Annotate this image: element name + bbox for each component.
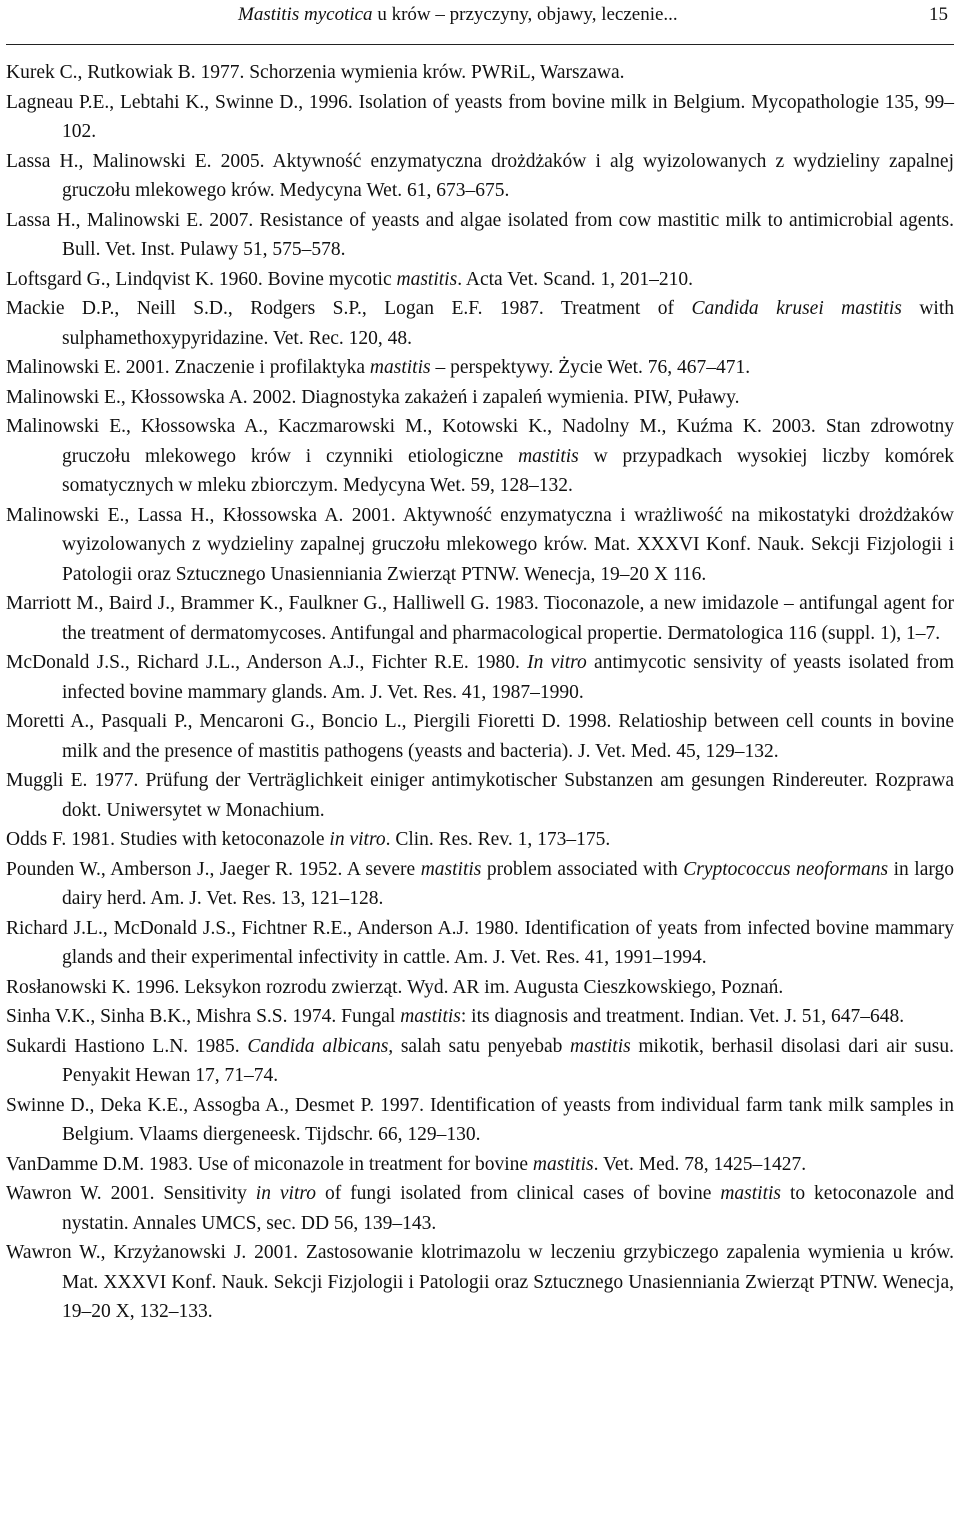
reference-text: Muggli E. 1977. Prüfung der Verträglichkeit einiger antimykotischer Substanzen am gesungen Rindereuter. Rozprawa dokt. Uniwersytet w Monachium.: [6, 770, 954, 821]
reference-text: Malinowski E., Kłossowska A., Kaczmarowski M., Kotowski K., Nadolny M., Kuźma K. 2003. Stan zdrowotny gruczołu mlekowego krów i czynniki etiologiczne: [6, 416, 954, 467]
reference-text: Mackie D.P., Neill S.D., Rodgers S.P., Logan E.F. 1987. Treatment of: [6, 298, 692, 319]
reference-list: [6, 58, 954, 1327]
reference-entry: [6, 855, 954, 914]
reference-text: VanDamme D.M. 1983. Use of miconazole in treatment for bovine: [6, 1153, 533, 1175]
running-title: [238, 1, 678, 29]
reference-italic-text: Cryptococcus neoformans: [683, 858, 889, 880]
reference-text: of fungi isolated from clinical cases of bovine: [316, 1183, 721, 1204]
reference-entry: [6, 265, 954, 295]
reference-text: . Vet. Med. 78, 1425–1427.: [593, 1153, 807, 1175]
reference-text: Lassa H., Malinowski E. 2007. Resistance of yeasts and algae isolated from cow mastitic milk to antimicrobial agents. Bull. Vet. Inst. Pulawy 51, 575–578.: [6, 209, 954, 260]
reference-italic-text: mastitis: [518, 445, 579, 467]
reference-text: Marriott M., Baird J., Brammer K., Faulkner G., Halliwell G. 1983. Tioconazole, a new imidazole – antifungal agent for the treatment of dermatomycoses. Antifungal and pharmacological propertie. Dermatologica 116 (suppl. 1), 1–7.: [6, 593, 954, 644]
reference-text: salah satu penyebab: [393, 1035, 571, 1057]
reference-text: : its diagnosis and treatment. Indian. Vet. J. 51, 647–648.: [460, 1006, 905, 1027]
running-header: [6, 0, 954, 45]
reference-entry: [6, 589, 954, 648]
reference-italic-text: mastitis: [720, 1183, 781, 1204]
reference-text: w przypadkach wysokiej liczby komórek somatycznych w mleku zbiorczym. Medycyna Wet. 59, 128–132.: [62, 445, 954, 496]
reference-entry: [6, 1179, 954, 1238]
reference-entry: [6, 501, 954, 590]
reference-entry: [6, 383, 954, 413]
reference-text: Moretti A., Pasquali P., Mencaroni G., Boncio L., Piergili Fioretti D. 1998. Relatioship between cell counts in bovine milk and the presence of mastitis pathogens (yeasts and bacteria). J. Vet. Med. 45, 129–132.: [6, 711, 954, 762]
reference-entry: [6, 1238, 954, 1327]
page-number: 15: [929, 4, 948, 25]
reference-text: in largo dairy herd. Am. J. Vet. Res. 13, 121–128.: [62, 858, 954, 909]
reference-text: Richard J.L., McDonald J.S., Fichtner R.E., Anderson A.J. 1980. Identification of yeats from infected bovine mammary glands and their experimental infectivity in cattle. Am. J. Vet. Res. 41, 1991–1994.: [6, 917, 954, 968]
reference-text: Lassa H., Malinowski E. 2005. Aktywność enzymatyczna drożdżaków i alg wyizolowanych z wydzieliny zapalnej gruczołu mlekowego krów. Medycyna Wet. 61, 673–675.: [6, 150, 954, 201]
reference-italic-text: In vitro: [527, 652, 587, 673]
reference-italic-text: mastitis: [400, 1006, 461, 1027]
reference-entry: [6, 648, 954, 707]
reference-text: Malinowski E., Kłossowska A. 2002. Diagnostyka zakażeń i zapaleń wymienia. PIW, Puławy.: [6, 386, 740, 408]
reference-entry: [6, 825, 954, 855]
reference-text: Malinowski E. 2001. Znaczenie i profilaktyka: [6, 357, 370, 378]
reference-text: . Clin. Res. Rev. 1, 173–175.: [385, 829, 611, 850]
reference-italic-text: mastitis: [369, 357, 431, 378]
reference-text: antimycotic sensivity of yeasts isolated from infected bovine mammary glands. Am. J. Vet. Res. 41, 1987–1990.: [62, 652, 954, 703]
reference-entry: [6, 353, 954, 383]
reference-text: Rosłanowski K. 1996. Leksykon rozrodu zwierząt. Wyd. AR im. Augusta Cieszkowskiego, Poznań.: [6, 976, 784, 998]
reference-entry: [6, 147, 954, 206]
reference-entry: [6, 88, 954, 147]
reference-text: Malinowski E., Lassa H., Kłossowska A. 2001. Aktywność enzymatyczna i wrażliwość na mikostatyki drożdżaków wyizolowanych z wydzieliny zapalnej gruczołu mlekowego krów. Mat. XXXVI Konf. Nauk. Sekcji Fizjologii i Patologii oraz Sztucznego Unasienniania Zwierząt PTNW. Wenecja, 19–20 X 116.: [6, 504, 954, 585]
reference-text: Wawron W., Krzyżanowski J. 2001. Zastosowanie klotrimazolu w leczeniu grzybiczego zapalenia wymienia u krów. Mat. XXXVI Konf. Nauk. Sekcji Fizjologii i Patologii oraz Sztucznego Unasienniania Zwierząt PTNW. Wenecja, 19–20 X, 132–133.: [6, 1242, 954, 1322]
reference-text: – perspektywy. Życie Wet. 76, 467–471.: [430, 357, 751, 378]
reference-entry: [6, 1091, 954, 1150]
reference-text: with sulphamethoxypyridazine. Vet. Rec. 120, 48.: [62, 298, 954, 349]
running-title-rest: u krów – przyczyny, objawy, leczenie...: [372, 4, 678, 25]
reference-text: Sukardi Hastiono L.N. 1985.: [6, 1035, 248, 1057]
reference-italic-text: mastitis: [532, 1153, 594, 1175]
reference-text: Swinne D., Deka K.E., Assogba A., Desmet P. 1997. Identification of yeasts from individual farm tank milk samples in Belgium. Vlaams diergeneesk. Tijdschr. 66, 129–130.: [6, 1094, 954, 1145]
reference-entry: [6, 1002, 954, 1032]
reference-entry: [6, 914, 954, 973]
reference-text: Loftsgard G., Lindqvist K. 1960. Bovine mycotic: [6, 268, 397, 290]
reference-italic-text: Candida krusei mastitis: [691, 298, 902, 319]
reference-text: McDonald J.S., Richard J.L., Anderson A.J., Fichter R.E. 1980.: [6, 652, 528, 673]
reference-entry: [6, 1150, 954, 1180]
reference-entry: [6, 206, 954, 265]
reference-text: Wawron W. 2001. Sensitivity: [6, 1183, 256, 1204]
reference-italic-text: in vitro: [329, 829, 386, 850]
reference-italic-text: mastitis: [396, 268, 458, 290]
reference-text: Kurek C., Rutkowiak B. 1977. Schorzenia wymienia krów. PWRiL, Warszawa.: [6, 62, 625, 83]
reference-text: problem associated with: [481, 858, 684, 880]
reference-entry: [6, 58, 954, 88]
reference-italic-text: mastitis: [420, 858, 482, 880]
reference-text: mikotik, berhasil disolasi dari air susu. Penyakit Hewan 17, 71–74.: [62, 1035, 954, 1086]
reference-italic-text: mastitis: [570, 1035, 631, 1057]
reference-italic-text: Candida albicans,: [247, 1035, 394, 1057]
reference-entry: [6, 412, 954, 501]
reference-entry: [6, 1032, 954, 1091]
reference-text: to ketoconazole and nystatin. Annales UMCS, sec. DD 56, 139–143.: [62, 1183, 955, 1234]
reference-entry: [6, 766, 954, 825]
reference-text: Lagneau P.E., Lebtahi K., Swinne D., 1996. Isolation of yeasts from bovine milk in Belgium. Mycopathologie 135, 99–102.: [6, 91, 954, 142]
reference-entry: [6, 707, 954, 766]
reference-entry: [6, 973, 954, 1003]
running-title-italic: Mastitis mycotica: [238, 4, 373, 25]
reference-text: Pounden W., Amberson J., Jaeger R. 1952. A severe: [6, 858, 421, 880]
reference-text: . Acta Vet. Scand. 1, 201–210.: [457, 268, 693, 290]
reference-entry: [6, 294, 954, 353]
reference-text: Sinha V.K., Sinha B.K., Mishra S.S. 1974. Fungal: [6, 1006, 401, 1027]
reference-italic-text: in vitro: [255, 1183, 317, 1204]
reference-text: Odds F. 1981. Studies with ketoconazole: [6, 829, 330, 850]
